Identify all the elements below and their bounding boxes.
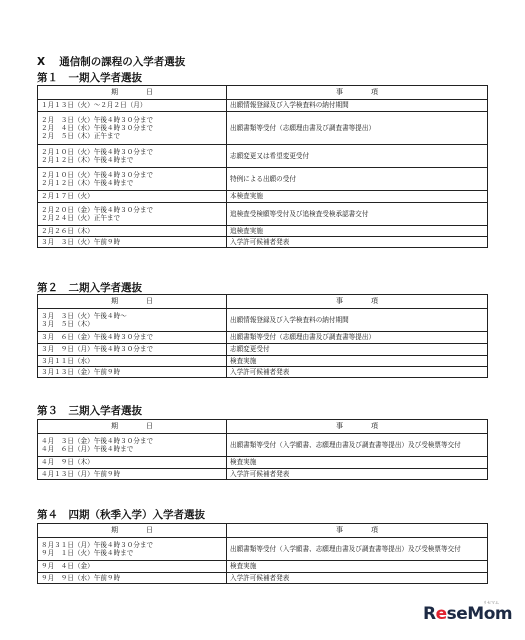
- item-cell: 入学許可候補者発表: [227, 573, 488, 584]
- date-cell: [38, 203, 227, 226]
- item-column-header: 事 項: [227, 524, 488, 538]
- date-cell: [38, 191, 227, 203]
- date-line: ２月１０日（火）午後４時３０分まで: [41, 147, 154, 156]
- item-cell: 入学許可候補者発表: [227, 469, 488, 480]
- logo-suffix: seMom: [446, 604, 513, 624]
- date-line: ２月２６日（木）: [41, 226, 94, 235]
- item-cell: 特例による出願の受付: [227, 168, 488, 191]
- date-line: ９月 ４日（金）: [41, 562, 94, 571]
- item-cell: 入学許可候補者発表: [227, 237, 488, 248]
- date-line: ３月 ９日（月）午後４時３０分まで: [41, 345, 154, 354]
- date-line: ３月１３日（金）午前９時: [41, 367, 121, 376]
- date-line: ２月１０日（火）午後４時３０分まで: [41, 170, 154, 179]
- table-header-row: [38, 295, 488, 309]
- item-cell: 志願変更又は希望変更受付: [227, 145, 488, 168]
- table-row: [38, 203, 488, 226]
- logo-kana: リセマム: [483, 600, 499, 605]
- date-line: ４月 ９日（木）: [41, 458, 94, 467]
- date-cell: [38, 100, 227, 112]
- date-line: ９月 １日（火）午後４時まで: [41, 549, 134, 557]
- date-line: ４月 ３日（金）午後４時３０分まで: [41, 436, 154, 445]
- item-cell: 追検査受検願等受付及び追検査受検承認書交付: [227, 203, 488, 226]
- schedule-table: [37, 523, 488, 584]
- date-line: ４月１３日（月）午前９時: [41, 469, 121, 478]
- table-header-row: [38, 86, 488, 100]
- item-cell: 出願情報登録及び入学検査料の納付期間: [227, 100, 488, 112]
- date-line: ８月３１日（月）午後４時３０分まで: [41, 540, 154, 549]
- date-cell: [38, 457, 227, 469]
- date-cell: [38, 145, 227, 168]
- date-cell: [38, 434, 227, 457]
- logo-prefix: R: [423, 604, 436, 624]
- table-row: [38, 367, 488, 378]
- date-cell: [38, 469, 227, 480]
- schedule-table: [37, 85, 488, 248]
- logo-accent: e: [435, 604, 447, 624]
- schedule-table: [37, 419, 488, 480]
- date-line: ９月 ９日（水）午前９時: [41, 573, 121, 582]
- item-column-header: 事 項: [227, 86, 488, 100]
- resemom-logo: [423, 604, 512, 624]
- date-column-header: 期 日: [38, 420, 227, 434]
- date-line: ２月 ３日（火）午後４時３０分まで: [41, 115, 154, 124]
- table-row: [38, 434, 488, 457]
- item-cell: 出願書類等受付（志願理由書及び調査書等提出）: [227, 332, 488, 344]
- section-title: 第２ 二期入学者選抜: [37, 282, 142, 294]
- item-cell: 追検査実施: [227, 226, 488, 237]
- date-cell: [38, 332, 227, 344]
- date-line: ２月２４日（火）正午まで: [41, 214, 121, 222]
- table-row: [38, 561, 488, 573]
- date-cell: [38, 168, 227, 191]
- date-line: ４月 ６日（月）午後４時まで: [41, 445, 134, 453]
- table-header-row: [38, 420, 488, 434]
- date-cell: [38, 538, 227, 561]
- date-column-header: 期 日: [38, 295, 227, 309]
- table-row: [38, 457, 488, 469]
- date-line: ３月 ３日（火）午前９時: [41, 237, 121, 246]
- date-cell: [38, 112, 227, 145]
- date-line: ２月２０日（金）午後４時３０分まで: [41, 205, 154, 214]
- table-row: [38, 168, 488, 191]
- table-row: [38, 573, 488, 584]
- table-row: [38, 469, 488, 480]
- schedule-table: [37, 294, 488, 378]
- item-cell: 出願書類等受付（志願理由書及び調査書等提出）: [227, 112, 488, 145]
- table-row: [38, 344, 488, 356]
- item-cell: 志願変更受付: [227, 344, 488, 356]
- table-row: [38, 112, 488, 145]
- date-cell: [38, 356, 227, 367]
- date-line: １月１３日（火）～２月２日（月）: [41, 101, 147, 110]
- item-cell: 検査実施: [227, 356, 488, 367]
- table-row: [38, 356, 488, 367]
- date-cell: [38, 573, 227, 584]
- table-row: [38, 332, 488, 344]
- table-row: [38, 145, 488, 168]
- date-cell: [38, 237, 227, 248]
- date-line: ３月１１日（水）: [41, 356, 94, 365]
- item-column-header: 事 項: [227, 420, 488, 434]
- table-row: [38, 309, 488, 332]
- date-cell: [38, 367, 227, 378]
- date-cell: [38, 226, 227, 237]
- table-row: [38, 237, 488, 248]
- item-cell: 出願情報登録及び入学検査料の納付期間: [227, 309, 488, 332]
- date-column-header: 期 日: [38, 86, 227, 100]
- date-line: ３月 ３日（火）午後４時～: [41, 311, 127, 320]
- table-row: [38, 538, 488, 561]
- date-line: ２月 ４日（水）午後４時３０分まで: [41, 123, 154, 132]
- date-cell: [38, 344, 227, 356]
- item-cell: 入学許可候補者発表: [227, 367, 488, 378]
- date-line: ２月１２日（木）午後４時まで: [41, 156, 134, 164]
- table-row: [38, 191, 488, 203]
- date-cell: [38, 309, 227, 332]
- item-cell: 本検査実施: [227, 191, 488, 203]
- section-title: 第４ 四期（秋季入学）入学者選抜: [37, 509, 205, 521]
- section-title: 第３ 三期入学者選抜: [37, 405, 142, 417]
- item-cell: 検査実施: [227, 561, 488, 573]
- item-column-header: 事 項: [227, 295, 488, 309]
- item-cell: 検査実施: [227, 457, 488, 469]
- section-title: 第１ 一期入学者選抜: [37, 72, 142, 84]
- date-line: ３月 ５日（木）: [41, 320, 94, 328]
- date-column-header: 期 日: [38, 524, 227, 538]
- date-line: ２月１２日（木）午後４時まで: [41, 179, 134, 187]
- document-title: X 通信制の課程の入学者選抜: [37, 56, 186, 68]
- date-line: ２月 ５日（木）正午まで: [41, 132, 121, 141]
- table-row: [38, 226, 488, 237]
- table-row: [38, 100, 488, 112]
- item-cell: 出願書類等受付（入学願書、志願理由書及び調査書等提出）及び受検票等交付: [227, 434, 488, 457]
- date-cell: [38, 561, 227, 573]
- date-line: ２月１７日（火）: [41, 192, 94, 201]
- table-header-row: [38, 524, 488, 538]
- date-line: ３月 ６日（金）午後４時３０分まで: [41, 333, 154, 342]
- item-cell: 出願書類等受付（入学願書、志願理由書及び調査書等提出）及び受検票等交付: [227, 538, 488, 561]
